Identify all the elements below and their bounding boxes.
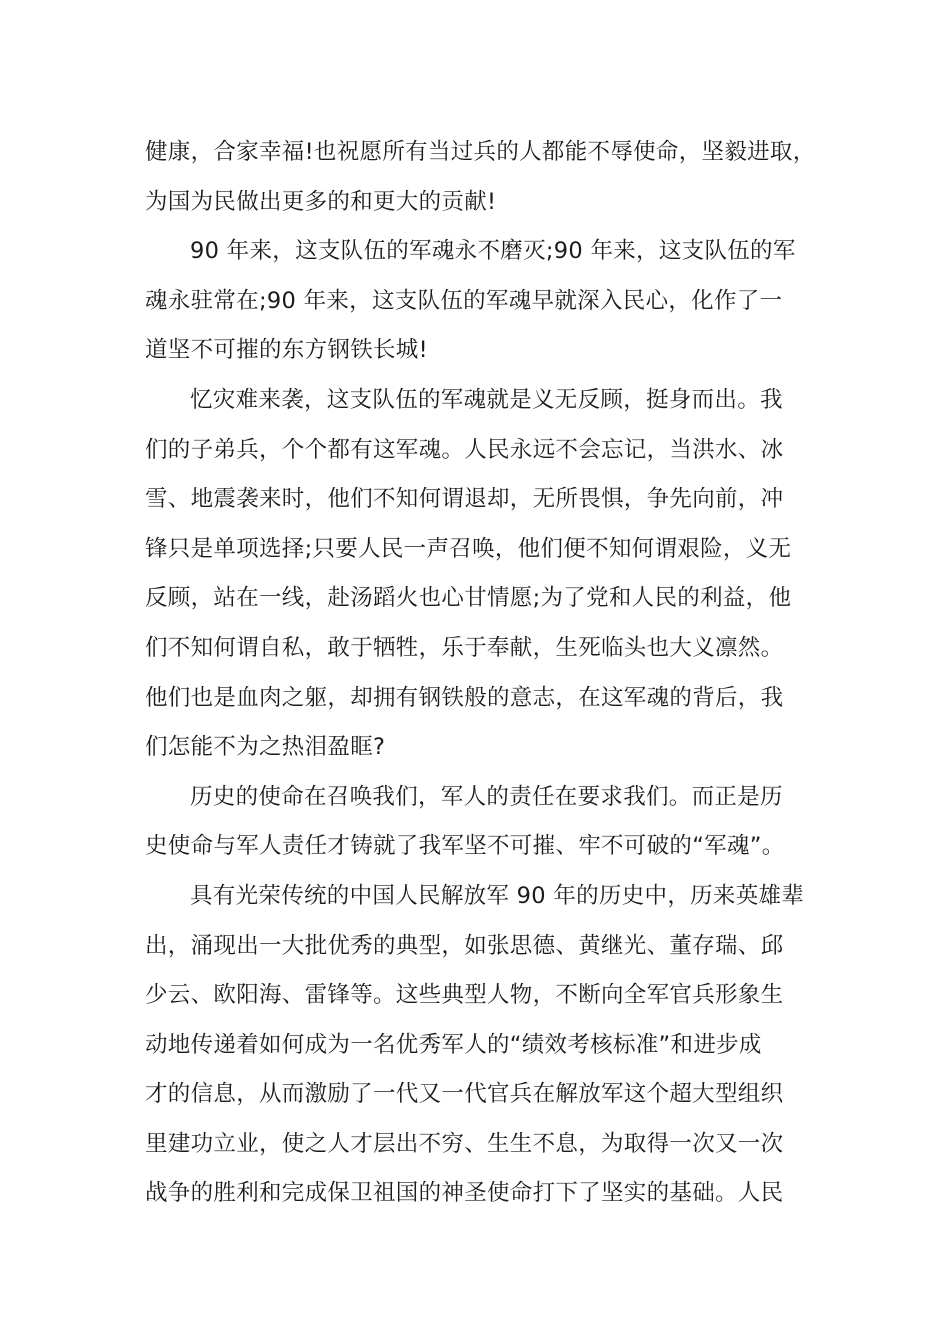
text-line: 道坚不可摧的东方钢铁长城!: [145, 337, 428, 364]
text-line: 少云、欧阳海、雷锋等。这些典型人物，不断向全军官兵形象生: [145, 982, 784, 1009]
text-line: 魂永驻常在;90 年来，这支队伍的军魂早就深入民心，化作了一: [145, 287, 783, 314]
text-line: 反顾，站在一线，赴汤蹈火也心甘情愿;为了党和人民的利益，他: [145, 585, 792, 612]
text-line: 为国为民做出更多的和更大的贡献!: [145, 188, 497, 215]
text-line: 们怎能不为之热泪盈眶?: [145, 734, 386, 761]
text-line: 们不知何谓自私，敢于牺牲，乐于奉献，生死临头也大义凛然。: [145, 634, 784, 661]
text-line: 健康，合家幸福!也祝愿所有当过兵的人都能不辱使命，坚毅进取，: [145, 139, 816, 165]
paragraph-first-line: 90 年来，这支队伍的军魂永不磨灭;90 年来，这支队伍的军: [190, 238, 796, 265]
paragraph-first-line: 忆灾难来袭，这支队伍的军魂就是义无反顾，挺身而出。我: [190, 386, 783, 413]
document-body: [145, 128, 816, 1219]
text-line: 里建功立业，使之人才层出不穷、生生不息，为取得一次又一次: [145, 1130, 784, 1157]
text-line: 战争的胜利和完成保卫祖国的神圣使命打下了坚实的基础。人民: [145, 1180, 784, 1207]
text-line: 他们也是血肉之躯，却拥有钢铁般的意志，在这军魂的背后，我: [145, 684, 784, 711]
text-line: 们的子弟兵，个个都有这军魂。人民永远不会忘记，当洪水、冰: [145, 436, 784, 463]
paragraph-first-line: 具有光荣传统的中国人民解放军 90 年的历史中，历来英雄辈: [190, 882, 805, 909]
text-line: 出，涌现出一大批优秀的典型，如张思德、黄继光、董存瑞、邱: [145, 932, 784, 959]
text-line: 史使命与军人责任才铸就了我军坚不可摧、牢不可破的“军魂”。: [145, 833, 785, 860]
text-line: 雪、地震袭来时，他们不知何谓退却，无所畏惧，争先向前，冲: [145, 486, 784, 513]
text-line: 才的信息，从而激励了一代又一代官兵在解放军这个超大型组织: [145, 1081, 784, 1108]
paragraph-first-line: 历史的使命在召唤我们，军人的责任在要求我们。而正是历: [190, 783, 783, 810]
text-line: 锋只是单项选择;只要人民一声召唤，他们便不知何谓艰险，义无: [145, 535, 792, 562]
text-line: 动地传递着如何成为一名优秀军人的“绩效考核标准”和进步成: [145, 1031, 762, 1058]
